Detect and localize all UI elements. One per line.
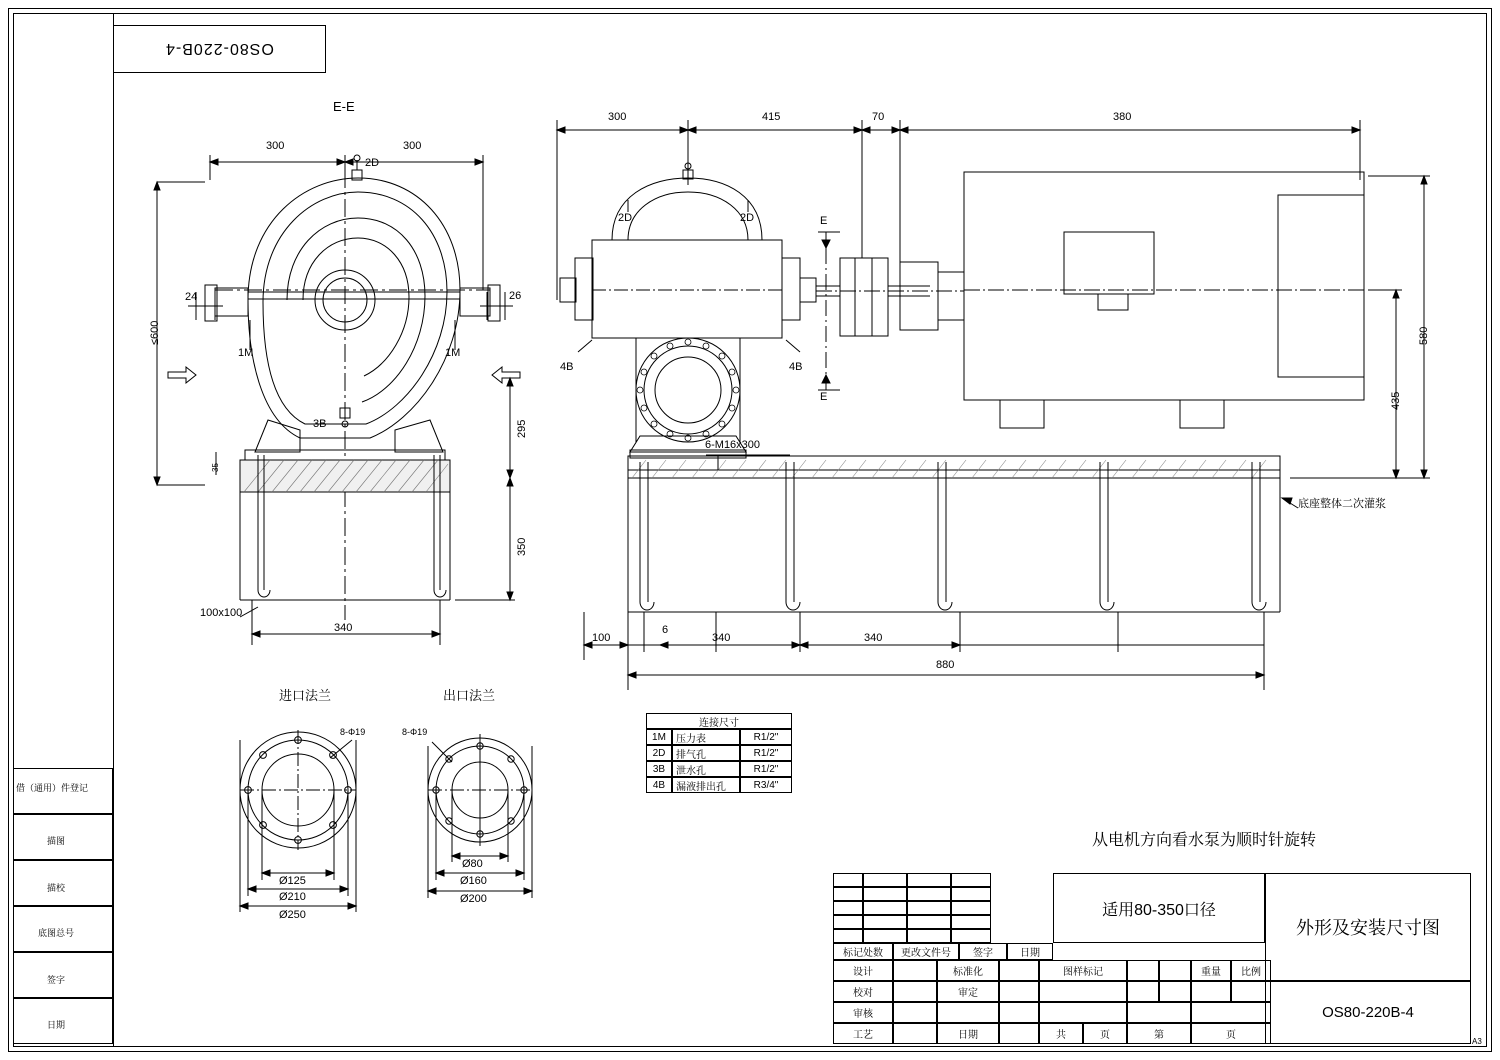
approval-left-val-0 bbox=[893, 960, 937, 981]
left-margin-label-5: 日期 bbox=[47, 1021, 66, 1031]
scale-label: 比例 bbox=[1231, 960, 1271, 981]
outlet-bolt-spec: 8-Φ19 bbox=[402, 727, 428, 737]
rotation-note: 从电机方向看水泵为顺时针旋转 bbox=[1092, 830, 1317, 849]
rev-grid-r1c0 bbox=[833, 887, 863, 901]
drawing-model: OS80-220B-4 bbox=[1265, 981, 1471, 1044]
dim-mid-415: 415 bbox=[762, 111, 781, 123]
approval-mid-val-0 bbox=[999, 960, 1039, 981]
connection-row-name-3: 漏液排出孔 bbox=[672, 777, 740, 793]
connection-row-size-3: R3/4" bbox=[740, 777, 792, 793]
connection-row-code-2: 3B bbox=[646, 761, 672, 777]
callout-1m-right: 1M bbox=[445, 347, 461, 359]
connection-row-code-0: 1M bbox=[646, 729, 672, 745]
rev-grid-r2c1 bbox=[863, 901, 907, 915]
connection-row-size-0: R1/2" bbox=[740, 729, 792, 745]
dim-left-26: 26 bbox=[509, 290, 522, 302]
page-total-unit: 页 bbox=[1083, 1023, 1127, 1044]
grout-note: 底座整体二次灌浆 bbox=[1298, 497, 1386, 510]
dim-left-height: ≤600 bbox=[149, 320, 161, 345]
drawing-title: 外形及安装尺寸图 bbox=[1265, 873, 1471, 981]
approval-left-val-1 bbox=[893, 981, 937, 1002]
corner-tag-text: OS80-220B-4 bbox=[165, 40, 274, 57]
connection-row-code-1: 2D bbox=[646, 745, 672, 761]
section-mark-e-top: E bbox=[820, 215, 828, 227]
drawing-mark-c1 bbox=[1127, 960, 1159, 981]
dim-bottom-100: 100 bbox=[592, 632, 611, 644]
rev-grid-r4c0 bbox=[833, 929, 863, 943]
dim-right-580: 580 bbox=[1418, 326, 1430, 345]
rev-grid-r0c2 bbox=[907, 873, 951, 887]
left-margin-label-4: 签字 bbox=[47, 976, 66, 986]
dim-left-295: 295 bbox=[516, 419, 528, 438]
approval-left-val-2 bbox=[893, 1002, 937, 1023]
rev-grid-r4c2 bbox=[907, 929, 951, 943]
rev-header-2: 签字 bbox=[959, 943, 1007, 960]
connection-row-name-2: 泄水孔 bbox=[672, 761, 740, 777]
anchor-bolt-note: 6-M16x300 bbox=[705, 439, 761, 451]
outlet-flange-title: 出口法兰 bbox=[443, 689, 496, 704]
connection-table-title: 连接尺寸 bbox=[646, 713, 792, 729]
left-margin-label-0: 借（通用）件登记 bbox=[16, 784, 89, 794]
outlet-dim-2: Ø200 bbox=[460, 893, 487, 905]
left-margin-label-1: 描图 bbox=[47, 837, 66, 847]
rev-grid-r0c0 bbox=[833, 873, 863, 887]
base-plate-note: 100x100 bbox=[200, 607, 243, 619]
left-margin-label-2: 描校 bbox=[47, 884, 66, 894]
page-current-label: 第 bbox=[1127, 1023, 1191, 1044]
rev-grid-r3c0 bbox=[833, 915, 863, 929]
page-current-unit: 页 bbox=[1191, 1023, 1271, 1044]
rev-grid-r3c1 bbox=[863, 915, 907, 929]
approval-left-1: 校对 bbox=[833, 981, 893, 1002]
rev-grid-r2c0 bbox=[833, 901, 863, 915]
approval-mid-0: 标准化 bbox=[937, 960, 999, 981]
dim-left-top-300a: 300 bbox=[266, 140, 285, 152]
approval-mid-1: 审定 bbox=[937, 981, 999, 1002]
dim-left-24: 24 bbox=[185, 291, 198, 303]
rev-grid-r0c1 bbox=[863, 873, 907, 887]
inlet-dim-0: Ø125 bbox=[279, 875, 306, 887]
sheet-format-label: A3 bbox=[1472, 1037, 1482, 1046]
rev-grid-r1c1 bbox=[863, 887, 907, 901]
page-blank-1 bbox=[1127, 1002, 1191, 1023]
approval-mid-val-1 bbox=[999, 981, 1039, 1002]
dim-mid-300: 300 bbox=[608, 111, 627, 123]
dim-left-350: 350 bbox=[516, 537, 528, 556]
page-total-label: 共 bbox=[1039, 1023, 1083, 1044]
rev-grid-r3c2 bbox=[907, 915, 951, 929]
approval-mid-val-3 bbox=[999, 1023, 1039, 1044]
approval-mid-val-2 bbox=[999, 1002, 1039, 1023]
connection-row-size-1: R1/2" bbox=[740, 745, 792, 761]
drawing-mark-val-2 bbox=[1159, 981, 1191, 1002]
callout-1m-left: 1M bbox=[238, 347, 254, 359]
callout-2d-mid-right: 2D bbox=[740, 212, 755, 224]
callout-2d-mid-left: 2D bbox=[618, 212, 633, 224]
rev-grid-r2c2 bbox=[907, 901, 951, 915]
dim-left-top-300b: 300 bbox=[403, 140, 422, 152]
dim-left-340: 340 bbox=[334, 622, 353, 634]
drawing-mark-val-0 bbox=[1039, 981, 1127, 1002]
inlet-flange-title: 进口法兰 bbox=[279, 689, 332, 704]
callout-4b-right: 4B bbox=[789, 361, 803, 373]
approval-left-2: 审核 bbox=[833, 1002, 893, 1023]
inlet-dim-1: Ø210 bbox=[279, 891, 306, 903]
rev-header-0: 标记处数 bbox=[833, 943, 893, 960]
rev-grid-r3c3 bbox=[951, 915, 991, 929]
inlet-dim-2: Ø250 bbox=[279, 909, 306, 921]
rev-grid-r4c1 bbox=[863, 929, 907, 943]
approval-mid-2 bbox=[937, 1002, 999, 1023]
rev-grid-r2c3 bbox=[951, 901, 991, 915]
section-mark-e-bottom: E bbox=[820, 391, 828, 403]
drawing-mark-label: 图样标记 bbox=[1039, 960, 1127, 981]
weight-label: 重量 bbox=[1191, 960, 1231, 981]
drawing-mark-val-1 bbox=[1127, 981, 1159, 1002]
connection-row-size-2: R1/2" bbox=[740, 761, 792, 777]
outlet-dim-1: Ø160 bbox=[460, 875, 487, 887]
dim-bottom-880: 880 bbox=[936, 659, 955, 671]
dim-bottom-340b: 340 bbox=[864, 632, 883, 644]
approval-left-3: 工艺 bbox=[833, 1023, 893, 1044]
connection-row-code-3: 4B bbox=[646, 777, 672, 793]
inlet-bolt-spec: 8-Φ19 bbox=[340, 727, 366, 737]
section-view-label: E-E bbox=[333, 99, 355, 114]
connection-row-name-0: 压力表 bbox=[672, 729, 740, 745]
approval-mid-3: 日期 bbox=[937, 1023, 999, 1044]
dim-bottom-340a: 340 bbox=[712, 632, 731, 644]
rev-grid-r0c3 bbox=[951, 873, 991, 887]
drawing-mark-c2 bbox=[1159, 960, 1191, 981]
left-margin-label-3: 底图总号 bbox=[38, 929, 75, 939]
dim-right-435: 435 bbox=[1390, 391, 1402, 410]
callout-4b-left: 4B bbox=[560, 361, 574, 373]
rev-header-1: 更改文件号 bbox=[893, 943, 959, 960]
rev-grid-r4c3 bbox=[951, 929, 991, 943]
weight-val bbox=[1191, 981, 1231, 1002]
applicability-label: 适用80-350口径 bbox=[1053, 873, 1265, 943]
page-blank-2 bbox=[1191, 1002, 1271, 1023]
rev-header-3: 日期 bbox=[1007, 943, 1053, 960]
dim-mid-70: 70 bbox=[872, 111, 885, 123]
outlet-dim-0: Ø80 bbox=[462, 858, 483, 870]
callout-3b: 3B bbox=[313, 418, 327, 430]
dim-left-35: 35 bbox=[211, 463, 220, 472]
approval-left-val-3 bbox=[893, 1023, 937, 1044]
dim-bottom-6: 6 bbox=[662, 624, 669, 636]
callout-2d-left: 2D bbox=[365, 157, 380, 169]
dim-mid-380: 380 bbox=[1113, 111, 1132, 123]
approval-left-0: 设计 bbox=[833, 960, 893, 981]
connection-row-name-1: 排气孔 bbox=[672, 745, 740, 761]
rev-grid-r1c2 bbox=[907, 887, 951, 901]
page-blank-0 bbox=[1039, 1002, 1127, 1023]
rev-grid-r1c3 bbox=[951, 887, 991, 901]
